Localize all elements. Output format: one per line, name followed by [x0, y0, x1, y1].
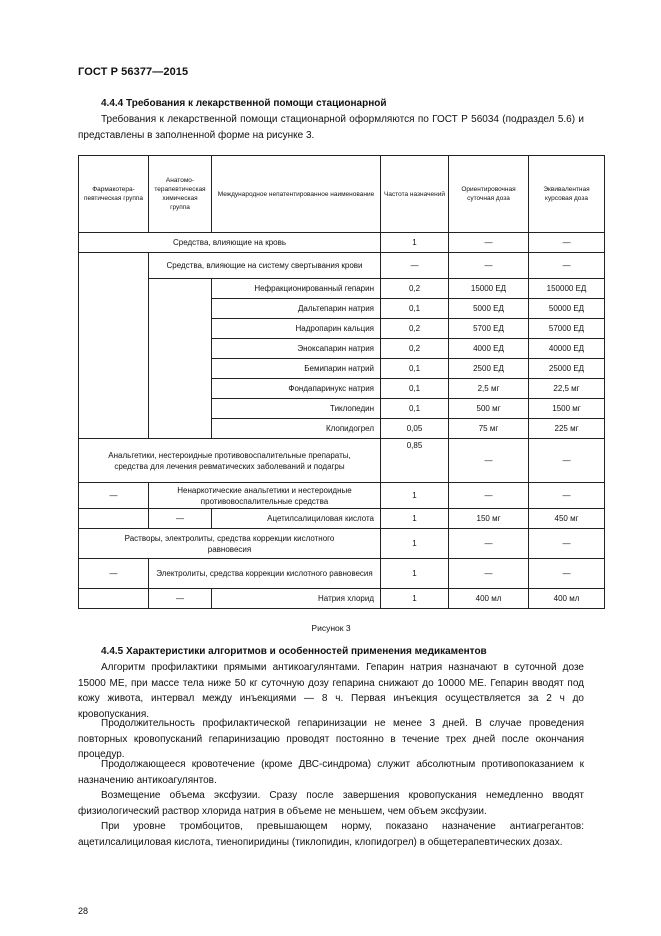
- header-atc-group: Анатомо-терапевтическая химическая группа: [149, 156, 212, 233]
- course-dose-cell: 150000 ЕД: [529, 279, 605, 299]
- frequency-cell: 0,2: [381, 319, 449, 339]
- paragraph-contraindication: Продолжающееся кровотечение (кроме ДВС-синдрома) служит абсолютным противопоказанием к назначению антикоагулянтов.: [78, 759, 584, 786]
- frequency-cell: 0,05: [381, 419, 449, 439]
- empty-cell: [79, 253, 149, 439]
- daily-dose-cell: 500 мг: [449, 399, 529, 419]
- paragraph-heparinization-duration: Продолжительность профилактической гепаринизации не менее 3 дней. В случае проведения повторных кровопусканий гепаринизацию проводят постоянно в течение трех дней после окончания процедур.: [78, 718, 584, 760]
- header-daily-dose: Ориентировочная суточная доза: [449, 156, 529, 233]
- empty-cell: [79, 589, 149, 609]
- group-name: Средства, влияющие на кровь: [79, 233, 381, 253]
- table-row: [79, 439, 605, 483]
- daily-dose-cell: 150 мг: [449, 509, 529, 529]
- daily-dose-cell: 5000 ЕД: [449, 299, 529, 319]
- document-header: ГОСТ Р 56377—2015: [78, 66, 189, 78]
- course-dose-cell: —: [529, 529, 605, 559]
- frequency-cell: 1: [381, 233, 449, 253]
- empty-cell: [79, 509, 149, 529]
- frequency-cell: 0,1: [381, 399, 449, 419]
- paragraph-anticoagulant-algorithm: Алгоритм профилактики прямыми антикоагулянтами. Гепарин натрия назначают в суточной дозе 15000 МЕ, при массе тела ниже 50 кг суточную дозу гепарина снижают до 10000 МЕ. Гепарин вводят под кожу живота, интервал между инъекциями — 8 ч. Первая инъекция осуществляется за 2 ч до кровопускания.: [78, 662, 584, 720]
- page-number: 28: [78, 906, 89, 916]
- frequency-cell: 0,2: [381, 279, 449, 299]
- daily-dose-cell: 4000 ЕД: [449, 339, 529, 359]
- daily-dose-cell: 2500 ЕД: [449, 359, 529, 379]
- table-row: [79, 253, 605, 279]
- frequency-cell: —: [381, 253, 449, 279]
- drug-name: Натрия хлорид: [212, 589, 381, 609]
- frequency-cell: 1: [381, 529, 449, 559]
- daily-dose-cell: —: [449, 233, 529, 253]
- course-dose-cell: 400 мл: [529, 589, 605, 609]
- group-name: Растворы, электролиты, средства коррекции кислотного равновесия: [79, 529, 381, 559]
- daily-dose-cell: 15000 ЕД: [449, 279, 529, 299]
- drug-name: Надропарин кальция: [212, 319, 381, 339]
- atc-group-cell: —: [149, 509, 212, 529]
- daily-dose-cell: —: [449, 253, 529, 279]
- course-dose-cell: 40000 ЕД: [529, 339, 605, 359]
- drug-name: Бемипарин натрий: [212, 359, 381, 379]
- section-4-4-5-title: 4.4.5 Характеристики алгоритмов и особенностей применения медикаментов: [101, 646, 487, 657]
- course-dose-cell: 450 мг: [529, 509, 605, 529]
- table-row: [79, 589, 605, 609]
- daily-dose-cell: 400 мл: [449, 589, 529, 609]
- daily-dose-cell: —: [449, 439, 529, 483]
- course-dose-cell: 225 мг: [529, 419, 605, 439]
- table-row: [79, 233, 605, 253]
- paragraph-exfusion-volume: Возмещение объема эксфузии. Сразу после завершения кровопускания немедленно вводят физиологический раствор хлорида натрия в объеме не меньшем, чем объем эксфузии.: [78, 790, 584, 817]
- header-inn: Международное непатентированное наименование: [212, 156, 381, 233]
- daily-dose-cell: 75 мг: [449, 419, 529, 439]
- drug-name: Дальтепарин натрия: [212, 299, 381, 319]
- header-pharmacotherapeutic-group: Фармакотерапевтическая группа: [79, 156, 149, 233]
- course-dose-cell: 50000 ЕД: [529, 299, 605, 319]
- atc-group-cell: —: [149, 589, 212, 609]
- frequency-cell: 0,2: [381, 339, 449, 359]
- frequency-cell: 0,1: [381, 359, 449, 379]
- paragraph-antiplatelets: При уровне тромбоцитов, превышающем норму, показано назначение антиагрегантов: ацетилсалициловая кислота, тиенопиридины (тиклопидин, клопидогрел) в общетерапевтических дозах.: [78, 821, 584, 848]
- course-dose-cell: 22,5 мг: [529, 379, 605, 399]
- course-dose-cell: —: [529, 559, 605, 589]
- empty-cell: [149, 279, 212, 439]
- frequency-cell: 1: [381, 559, 449, 589]
- frequency-cell: 0,1: [381, 379, 449, 399]
- drug-name: Эноксапарин натрия: [212, 339, 381, 359]
- header-frequency: Частота назначений: [381, 156, 449, 233]
- pharmacotherapeutic-group-cell: —: [79, 483, 149, 509]
- table-row: [79, 483, 605, 509]
- frequency-cell: 1: [381, 483, 449, 509]
- table-row: [79, 559, 605, 589]
- course-dose-cell: —: [529, 233, 605, 253]
- daily-dose-cell: 2,5 мг: [449, 379, 529, 399]
- course-dose-cell: —: [529, 439, 605, 483]
- frequency-cell: 1: [381, 589, 449, 609]
- course-dose-cell: —: [529, 483, 605, 509]
- medication-table: [78, 155, 605, 609]
- group-name: Ненаркотические анальгетики и нестероидные противовоспалительные средства: [149, 483, 381, 509]
- frequency-cell: 1: [381, 509, 449, 529]
- drug-name: Фондапаринукс натрия: [212, 379, 381, 399]
- group-name: Электролиты, средства коррекции кислотного равновесия: [149, 559, 381, 589]
- group-name: Анальгетики, нестероидные противовоспалительные препараты, средства для лечения ревматических заболеваний и подагры: [79, 439, 381, 483]
- daily-dose-cell: —: [449, 529, 529, 559]
- group-name: Средства, влияющие на систему свертывания крови: [149, 253, 381, 279]
- section-4-4-4-text: Требования к лекарственной помощи стационарной оформляются по ГОСТ Р 56034 (подраздел 5.6) и представлены в заполненной форме на рисунке 3.: [78, 114, 584, 141]
- course-dose-cell: 57000 ЕД: [529, 319, 605, 339]
- figure-caption: Рисунок 3: [311, 623, 351, 633]
- pharmacotherapeutic-group-cell: —: [79, 559, 149, 589]
- table-header-row: [79, 156, 605, 233]
- daily-dose-cell: 5700 ЕД: [449, 319, 529, 339]
- drug-name: Нефракционированный гепарин: [212, 279, 381, 299]
- frequency-cell: 0,1: [381, 299, 449, 319]
- drug-name: Ацетилсалициловая кислота: [212, 509, 381, 529]
- daily-dose-cell: —: [449, 559, 529, 589]
- frequency-cell: 0,85: [381, 439, 449, 483]
- course-dose-cell: 25000 ЕД: [529, 359, 605, 379]
- table-row: [79, 509, 605, 529]
- daily-dose-cell: —: [449, 483, 529, 509]
- header-course-dose: Эквивалентная курсовая доза: [529, 156, 605, 233]
- drug-name: Тиклопедин: [212, 399, 381, 419]
- drug-name: Клопидогрел: [212, 419, 381, 439]
- section-4-4-4-title: 4.4.4 Требования к лекарственной помощи стационарной: [101, 98, 387, 109]
- table-row: [79, 529, 605, 559]
- table-row: [79, 279, 605, 299]
- course-dose-cell: 1500 мг: [529, 399, 605, 419]
- course-dose-cell: —: [529, 253, 605, 279]
